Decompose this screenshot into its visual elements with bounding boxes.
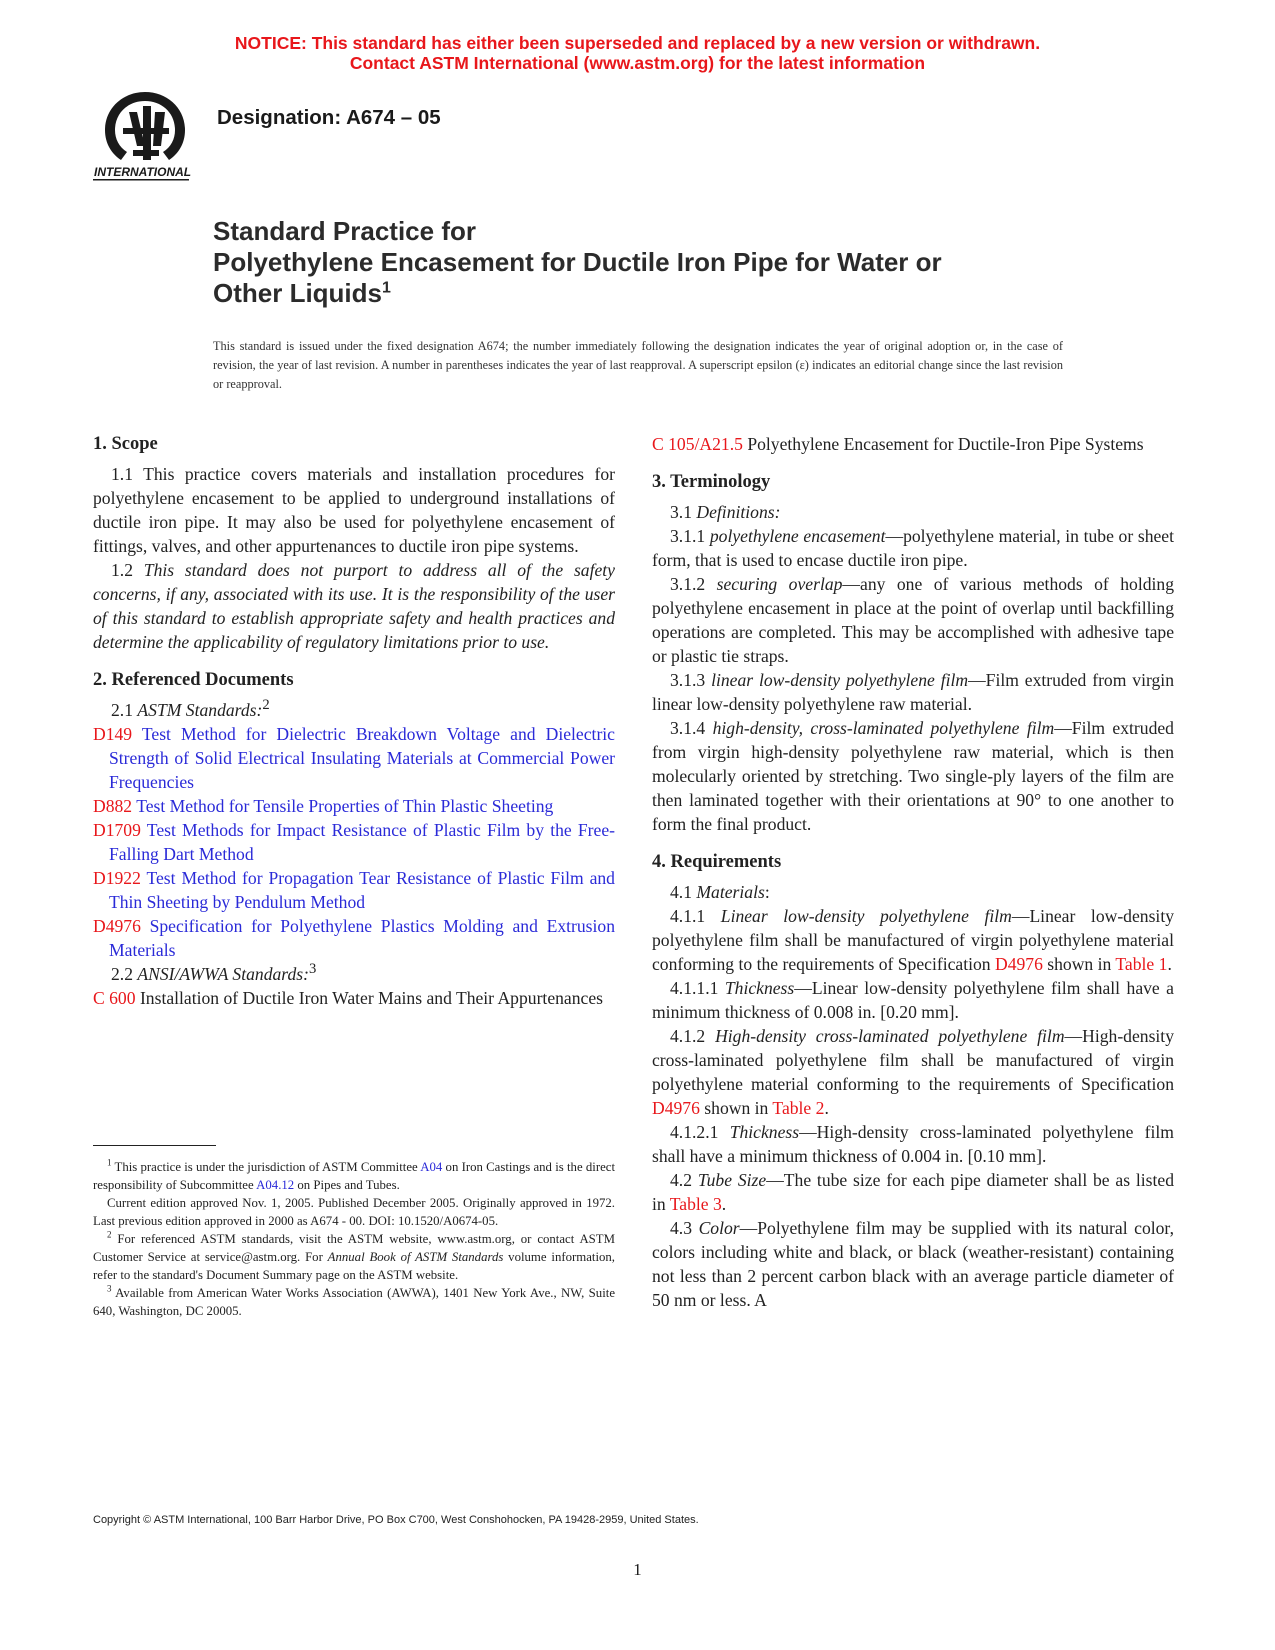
reference-item[interactable] bbox=[93, 914, 615, 962]
footnote-1: $^1$ This practice is under the jurisdiction of ASTM Committee A04 on Iron Castings and is the direct responsibility of Subcommittee A04.12 on Pipes and Tubes. bbox=[93, 1157, 615, 1192]
astm-logo bbox=[93, 88, 198, 184]
table-2-link[interactable]: Table 2 bbox=[772, 1098, 825, 1118]
paragraph-4-2: 4.2 Tube Size—The tube size for each pipe diameter shall be as listed in Table 3. bbox=[652, 1170, 1174, 1214]
footnote-divider bbox=[93, 1145, 216, 1146]
reference-item[interactable] bbox=[93, 794, 615, 818]
left-column bbox=[93, 432, 615, 1010]
astm-reference-list bbox=[93, 722, 615, 962]
title-line-3: Other Liquids$^1$ bbox=[213, 278, 391, 308]
copyright-line: Copyright © ASTM International, 100 Barr Harbor Drive, PO Box C700, West Conshohocken, PA 19428-2959, United States. bbox=[93, 1514, 699, 1526]
section-heading-scope: 1. Scope bbox=[93, 434, 158, 454]
reference-title[interactable]: Test Method for Dielectric Breakdown Voltage and Dielectric Strength of Solid Electrical Insulating Materials at Commercial Power Frequencies bbox=[109, 724, 615, 792]
footnotes bbox=[93, 1158, 615, 1320]
edition-note: Current edition approved Nov. 1, 2005. Published December 2005. Originally approved in 1972. Last previous edition approved in 2000 as A674 - 00. DOI: 10.1520/A0674-05. bbox=[93, 1196, 615, 1228]
reference-item[interactable] bbox=[93, 866, 615, 914]
table-1-link[interactable]: Table 1 bbox=[1115, 954, 1168, 974]
committee-link[interactable]: A04 bbox=[420, 1160, 443, 1174]
reference-c600[interactable]: C 600 Installation of Ductile Iron Water Mains and Their Appurtenances bbox=[93, 988, 603, 1008]
definition-item: 3.1.4 high-density, cross-laminated polyethylene film—Film extruded from virgin high-density polyethylene raw material, which is then molecularly oriented by stretching. Two single-ply layers of the film are then laminated together with their orientations at 90° to one another to form the final product. bbox=[652, 718, 1174, 834]
section-heading-requirements: 4. Requirements bbox=[652, 852, 782, 872]
paragraph-4-1-1: 4.1.1 Linear low-density polyethylene film—Linear low-density polyethylene film shall be manufactured of virgin polyethylene material conforming to the requirements of Specification D4976 shown in Table 1. bbox=[652, 906, 1175, 974]
right-column bbox=[652, 432, 1174, 1312]
logo-wordmark: INTERNATIONAL bbox=[94, 165, 192, 179]
ansi-standards-label: 2.2 ANSI/AWWA Standards:$^3$ bbox=[111, 961, 317, 984]
reference-item[interactable] bbox=[93, 818, 615, 866]
materials-label: 4.1 Materials: bbox=[670, 882, 770, 902]
notice-line-2: Contact ASTM International (www.astm.org) for the latest information bbox=[349, 53, 926, 73]
title-line-2: Polyethylene Encasement for Ductile Iron Pipe for Water or bbox=[213, 247, 942, 277]
notice-line-1: NOTICE: This standard has either been superseded and replaced by a new version or withdrawn. bbox=[234, 33, 1041, 53]
spec-link-d4976[interactable]: D4976 bbox=[994, 954, 1043, 974]
subcommittee-link[interactable]: A04.12 bbox=[256, 1178, 295, 1192]
section-heading-referenced: 2. Referenced Documents bbox=[93, 670, 294, 690]
reference-code[interactable]: D1709 bbox=[93, 820, 141, 840]
reference-title[interactable]: Test Methods for Impact Resistance of Plastic Film by the Free-Falling Dart Method bbox=[109, 820, 615, 864]
withdrawal-notice bbox=[0, 33, 1275, 73]
reference-item[interactable] bbox=[93, 722, 615, 794]
title-line-1: Standard Practice for bbox=[213, 216, 476, 246]
reference-code[interactable]: D1922 bbox=[93, 868, 141, 888]
paragraph-4-3: 4.3 Color—Polyethylene film may be supplied with its natural color, colors including white and black, or black (weather-resistant) containing not less than 2 percent carbon black with an average particle diameter of 50 nm or less. A bbox=[652, 1218, 1174, 1310]
astm-standards-label: 2.1 ASTM Standards:$^2$ bbox=[111, 697, 270, 720]
paragraph-1-2: 1.2 This standard does not purport to address all of the safety concerns, if any, associated with its use. It is the responsibility of the user of this standard to establish appropriate safety and health practices and determine the applicability of regulatory limitations prior to use. bbox=[93, 560, 615, 652]
definition-item: 3.1.2 securing overlap—any one of various methods of holding polyethylene encasement in place at the point of overlap until backfilling operations are completed. This may be accomplished with adhesive tape or plastic tie straps. bbox=[652, 574, 1174, 666]
reference-c105[interactable]: C 105/A21.5 Polyethylene Encasement for Ductile-Iron Pipe Systems bbox=[652, 434, 1144, 454]
reference-code[interactable]: D4976 bbox=[93, 916, 141, 936]
reference-code[interactable]: D149 bbox=[93, 724, 133, 744]
definition-item: 3.1.3 linear low-density polyethylene film—Film extruded from virgin linear low-density polyethylene raw material. bbox=[652, 670, 1174, 714]
paragraph-1-1: 1.1 This practice covers materials and installation procedures for polyethylene encasement to be applied to underground installations of ductile iron pipe. It may also be used for polyethylene encasement of fittings, valves, and other appurtenances to ductile iron pipe systems. bbox=[93, 464, 615, 556]
designation: Designation: A674 – 05 bbox=[217, 106, 441, 129]
reference-code[interactable]: D882 bbox=[93, 796, 133, 816]
definition-item: 3.1.1 polyethylene encasement—polyethylene material, in tube or sheet form, that is used to encase ductile iron pipe. bbox=[652, 526, 1174, 570]
issuance-note: This standard is issued under the fixed designation A674; the number immediately following the designation indicates the year of original adoption or, in the case of revision, the year of last revision. A number in parentheses indicates the year of last reapproval. A superscript epsilon (ε) indicates an editorial change since the last revision or reapproval. bbox=[213, 339, 1063, 391]
reference-title[interactable]: Test Method for Tensile Properties of Thin Plastic Sheeting bbox=[136, 796, 554, 816]
section-heading-terminology: 3. Terminology bbox=[652, 472, 771, 492]
title-footnote-mark: 1 bbox=[382, 279, 391, 297]
definitions-label: 3.1 Definitions: bbox=[670, 502, 781, 522]
definition-list bbox=[652, 524, 1174, 836]
page-number: 1 bbox=[633, 1560, 642, 1579]
paragraph-4-1-2: 4.1.2 High-density cross-laminated polyethylene film—High-density cross-laminated polyethylene film shall be manufactured of virgin polyethylene material conforming to the requirements of Specification D4976 shown in Table 2. bbox=[652, 1026, 1174, 1118]
footnote-2: $^2$ For referenced ASTM standards, visit the ASTM website, www.astm.org, or contact ASTM Customer Service at service@astm.org. For Annual Book of ASTM Standards volume information, refer to the standard's Document Summary page on the ASTM website. bbox=[93, 1229, 615, 1282]
table-3-link[interactable]: Table 3 bbox=[669, 1194, 722, 1214]
paragraph-4-1-1-1: 4.1.1.1 Thickness—Linear low-density polyethylene film shall have a minimum thickness of 0.008 in. [0.20 mm]. bbox=[652, 978, 1174, 1022]
document-title bbox=[213, 216, 942, 309]
footnote-3: $^3$ Available from American Water Works Association (AWWA), 1401 New York Ave., NW, Suite 640, Washington, DC 20005. bbox=[93, 1283, 615, 1318]
spec-link-d4976-2[interactable]: D4976 bbox=[652, 1098, 700, 1118]
paragraph-4-1-2-1: 4.1.2.1 Thickness—High-density cross-laminated polyethylene film shall have a minimum thickness of 0.004 in. [0.10 mm]. bbox=[652, 1122, 1174, 1166]
reference-title[interactable]: Test Method for Propagation Tear Resistance of Plastic Film and Thin Sheeting by Pendulum Method bbox=[109, 868, 615, 912]
reference-title[interactable]: Specification for Polyethylene Plastics Molding and Extrusion Materials bbox=[109, 916, 615, 960]
